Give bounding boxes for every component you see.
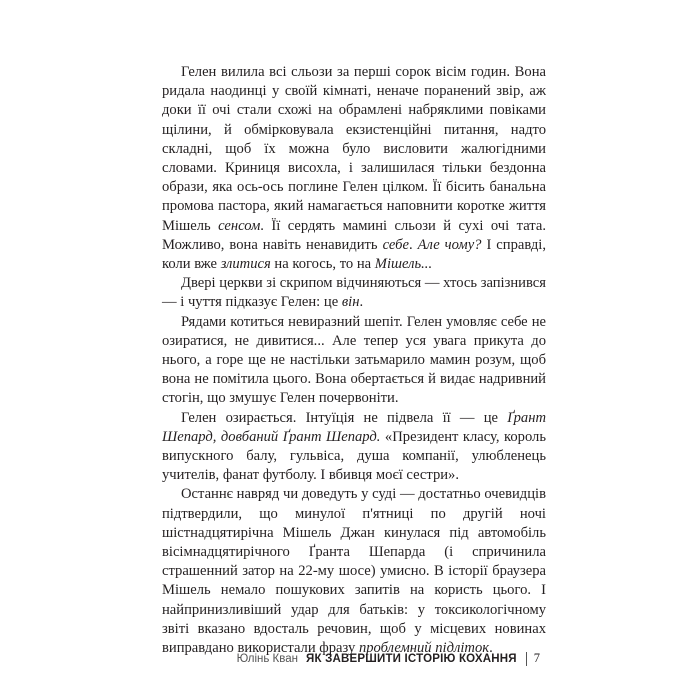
italic-text: себе — [382, 236, 409, 253]
italic-text: злитися — [220, 256, 271, 273]
text-run: . — [489, 640, 493, 657]
footer-separator — [526, 652, 527, 666]
italic-text: проблемний підліток — [358, 640, 490, 657]
text-run: . — [359, 294, 364, 311]
footer-author: Юлінь Кван — [236, 652, 298, 665]
paragraph — [162, 409, 546, 486]
paragraph — [162, 63, 546, 274]
text-run: Гелен вилила всі сльози за перші сорок вісім годин. Вона ридала наодинці у своїй кімнаті, неначе поранений звір, аж доки її очі стали схожі на обрамлені набряклими повіками щілини, й обмірковувала екзистенційні питання, надто складні, щоб їх можна було висловити жалюгідними словами. Криниця висохла, і залишилася тільки бездонна образи, яка ось-ось поглине Гелен цілком. Її бісить банальна промова пастора, який намагається наповнити коротке життя Мішель — [162, 64, 546, 234]
italic-text: Але чому? — [417, 236, 482, 253]
italic-text: Мішель... — [374, 256, 433, 273]
italic-text: він — [341, 294, 360, 311]
text-run: Двері церкви зі скрипом відчиняються — хтось запізнився — і чуття підказує Гелен: це — [162, 275, 546, 311]
text-run: . Її сердять мамині сльози й сухі очі тата. Можливо, вона навіть ненавидить — [162, 217, 546, 253]
text-run: . — [408, 236, 418, 253]
text-run: Рядами котиться невиразний шепіт. Гелен умовляє себе не озиратися, не дивитися... Але тепер уся увага прикута до нього, а горе ще не настільки затьмарило мамин розум, щоб вона не помітила цього. Вона обертається й видає надривний стогін, що змушує Гелен почервоніти. — [162, 313, 546, 407]
italic-text: Ґрант Шепард, довбаний Ґрант Шепард. — [162, 409, 546, 445]
page-number: 7 — [533, 651, 540, 665]
text-run: Гелен озирається. Інтуїція не підвела її — це — [181, 409, 508, 426]
paragraph — [162, 485, 546, 658]
paragraph — [162, 313, 546, 409]
paragraph — [162, 274, 546, 312]
text-run: «Президент класу, король випускного балу, гульвіса, душа компанії, улюбленець учителів, фанат футболу. І вбивця моєї сестри». — [162, 428, 546, 484]
text-run: І справді, коли вже — [162, 236, 546, 273]
footer-book-title: ЯК ЗАВЕРШИТИ ІСТОРІЮ КОХАННЯ — [306, 652, 517, 665]
body-text — [162, 63, 546, 658]
running-footer — [237, 651, 540, 666]
text-run: на когось, то на — [270, 256, 375, 273]
text-run: Останнє навряд чи доведуть у суді — достатньо очевидців підтвердили, що минулої п'ятниці по другій ночі шістнадцятирічна Мішель Джан кинулася під автомобіль вісімнадцятирічного Ґранта Шепарда (і спричинила страшенний затор на 22-му шосе) умисно. В історії браузера Мішель немало пошукових запитів на користь цього. І найпринизливіший удар для батьків: у токсикологічному звіті вказано вдосталь речовин, щоб у місцевих новинах виправдано використали фразу — [162, 486, 546, 657]
italic-text: сенсом — [218, 217, 261, 234]
